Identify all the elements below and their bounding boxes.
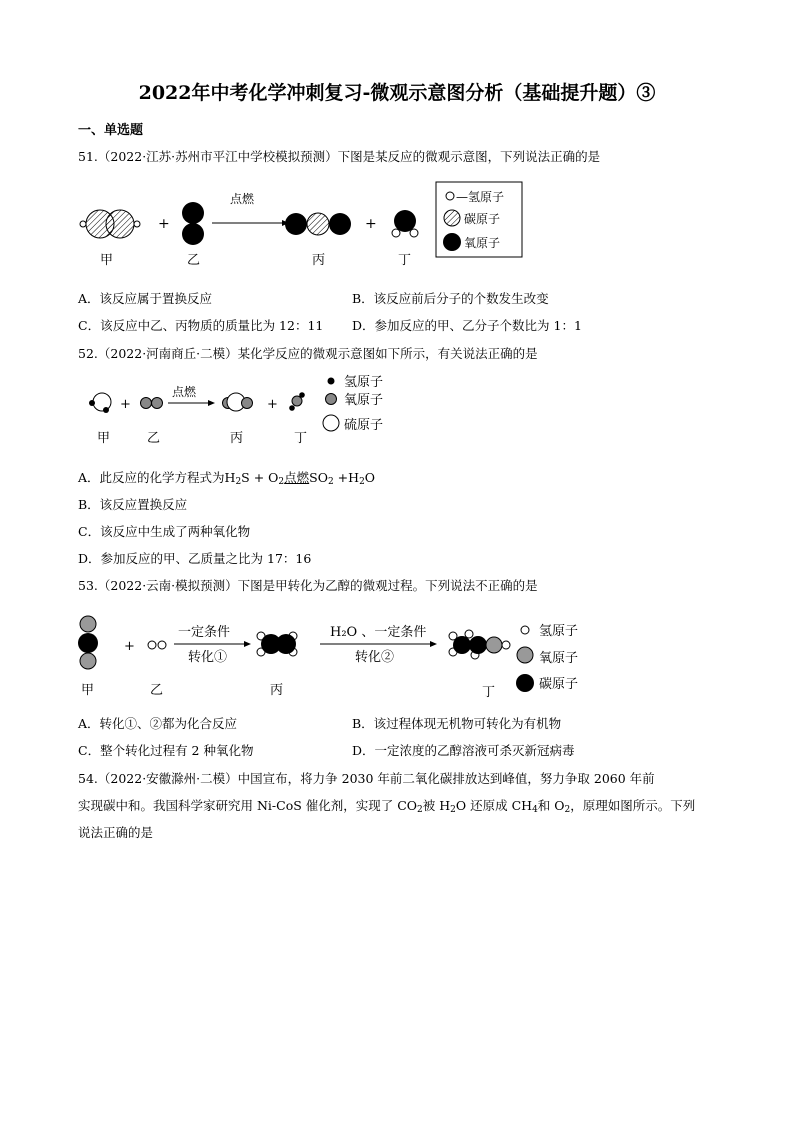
legend-hydrogen: —氢原子	[456, 190, 505, 204]
q52-option-c: C．该反应中生成了两种氧化物	[78, 524, 251, 539]
label-yi: 乙	[187, 253, 201, 268]
legend-hydrogen: 氢原子	[539, 624, 579, 639]
svg-text:甲: 甲	[81, 683, 95, 698]
legend-sulfur: 硫原子	[344, 418, 384, 433]
svg-text:丙: 丙	[230, 431, 244, 446]
svg-text:丁: 丁	[294, 431, 308, 446]
q53-option-b: B．该过程体现无机物可转化为有机物	[352, 716, 562, 731]
q53-option-c: C．整个转化过程有 2 种氧化物	[78, 743, 254, 758]
svg-text:+: +	[120, 397, 131, 412]
svg-text:丁: 丁	[482, 685, 496, 700]
q51-molecule-jia	[80, 210, 140, 238]
section-heading: 一、单选题	[78, 123, 144, 138]
legend-carbon: 碳原子	[539, 677, 579, 692]
svg-text:甲: 甲	[97, 431, 111, 446]
arrow2-bottom: 转化②	[355, 650, 395, 665]
q53-molecule-ding	[449, 630, 510, 659]
q51-option-b: B．该反应前后分子的个数发生改变	[352, 291, 549, 306]
q53-option-a: A．转化①、②都为化合反应	[78, 716, 238, 731]
label-ding: 丁	[398, 253, 412, 268]
legend-oxygen: 氧原子	[344, 393, 384, 408]
q54-line3: 说法正确的是	[78, 825, 154, 840]
q51-molecule-ding	[392, 210, 418, 237]
q52-molecule-bing	[223, 393, 253, 411]
svg-text:乙: 乙	[147, 431, 161, 446]
q51-diagram	[70, 176, 550, 271]
q54-line1: 54.（2022·安徽滁州·二模）中国宣布，将力争 2030 年前二氧化碳排放达到峰值，努力争取 2060 年前	[78, 771, 655, 786]
q51-stem: 51.（2022·江苏·苏州市平江中学校模拟预测）下图是某反应的微观示意图，下列说法正确的是	[78, 149, 601, 164]
q51-molecule-bing	[285, 213, 351, 235]
svg-text:+: +	[124, 639, 135, 654]
q52-molecule-jia	[89, 393, 111, 413]
q51-condition: 点燃	[230, 192, 255, 206]
q53-option-d: D．一定浓度的乙醇溶液可杀灭新冠病毒	[352, 743, 575, 758]
label-jia: 甲	[100, 253, 114, 268]
q51-option-a: A．该反应属于置换反应	[78, 291, 213, 306]
q51-molecule-yi	[182, 202, 204, 245]
q53-molecule-jia	[78, 616, 98, 669]
q52-diagram	[80, 372, 410, 452]
arrow1-bottom: 转化①	[188, 650, 228, 665]
arrow2-top: H₂O 、一定条件	[330, 625, 427, 640]
plus-sign: +	[158, 216, 170, 232]
q52-option-b: B．该反应置换反应	[78, 497, 188, 512]
page-title: 2022年中考化学冲刺复习-微观示意图分析（基础提升题）③	[138, 82, 656, 104]
q52-condition: 点燃	[172, 385, 197, 399]
legend-oxygen: 氧原子	[464, 236, 501, 250]
legend-oxygen: 氧原子	[539, 651, 579, 666]
legend-carbon: 碳原子	[464, 212, 501, 226]
q52-stem: 52.（2022·河南商丘·二模）某化学反应的微观示意图如下所示，有关说法正确的是	[78, 346, 538, 361]
q53-diagram	[72, 610, 632, 705]
q53-stem: 53.（2022·云南·模拟预测）下图是甲转化为乙醇的微观过程。下列说法不正确的是	[78, 578, 538, 593]
arrow1-top: 一定条件	[178, 625, 231, 640]
legend-hydrogen: 氢原子	[344, 375, 384, 390]
plus-sign: +	[365, 216, 377, 232]
q52-option-a: A．此反应的化学方程式为$H_2S + O_2$点燃$SO_2 +H_2O$	[78, 470, 376, 487]
svg-text:+: +	[267, 397, 278, 412]
label-bing: 丙	[312, 253, 326, 268]
q53-molecule-bing	[257, 632, 297, 656]
q52-molecule-ding	[289, 392, 305, 411]
svg-text:丙: 丙	[270, 683, 284, 698]
q52-option-d: D．参加反应的甲、乙质量之比为 17：16	[78, 551, 312, 566]
q51-option-c: C．该反应中乙、丙物质的质量比为 12：11	[78, 318, 324, 333]
q51-option-d: D．参加反应的甲、乙分子个数比为 1：1	[352, 318, 582, 333]
svg-text:乙: 乙	[150, 683, 164, 698]
q53-molecule-yi	[148, 641, 166, 649]
q52-molecule-yi	[141, 398, 163, 409]
q54-line2: 实现碳中和。我国科学家研究用 Ni-CoS 催化剂，实现了 $CO_2$被 $H_2O$ 还原成 $CH_4$和 $O_2$，原理如图所示。下列	[78, 798, 696, 815]
